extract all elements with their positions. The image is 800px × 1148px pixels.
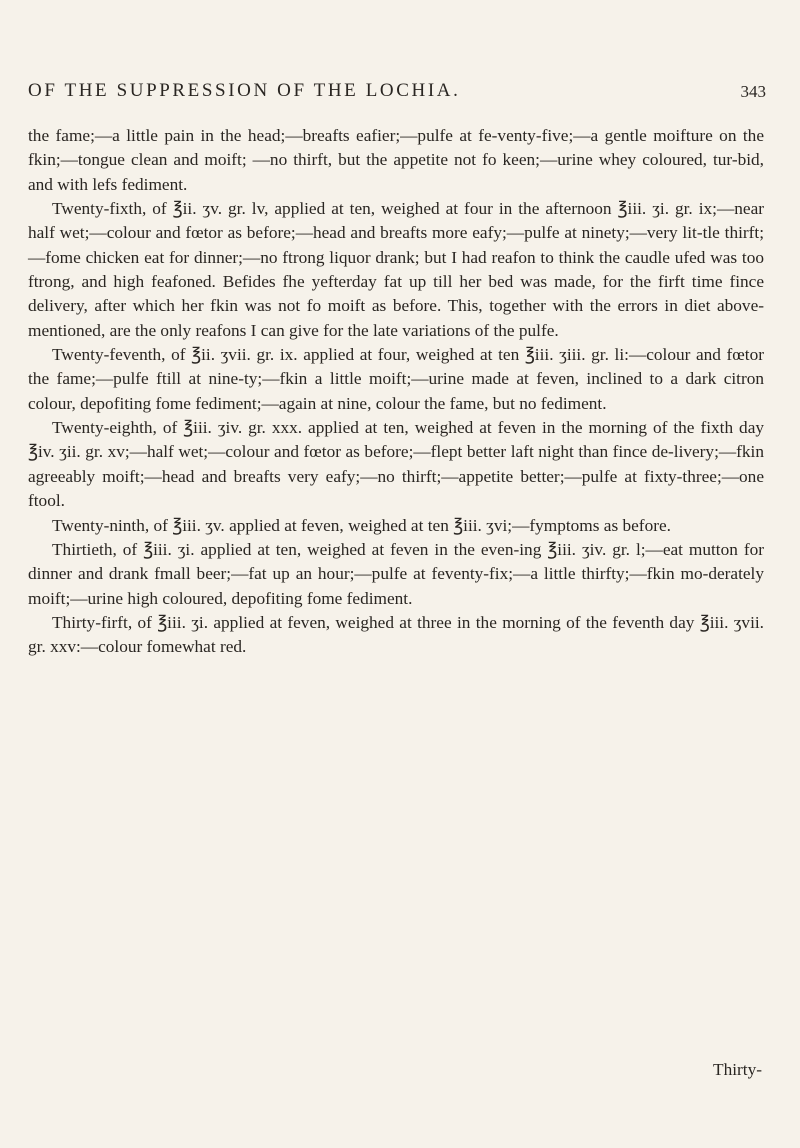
paragraph-twenty-eighth: Twenty-eighth, of ℥iii. ʒiv. gr. xxx. applied at ten, weighed at feven in the morning of the fixth day ℥iv. ʒii. gr. xv;—half wet;—colour and fœtor as before;—flept better laft night than fince de-livery;—fkin agreeably moift;—head and breafts very eafy;—no thirft;—appetite better;—pulfe at fixty-three;—one ftool. (28, 418, 764, 511)
paragraph-twenty-seventh: Twenty-feventh, of ℥ii. ʒvii. gr. ix. applied at four, weighed at ten ℥iii. ʒiii. gr. li:—colour and fœtor the fame;—pulfe ftill at nine-ty;—fkin a little moift;—urine made at feven, inclined to a dark citron colour, depofiting fome fediment;—again at nine, colour the fame, but no fediment. (28, 345, 764, 413)
paragraph-continuation: the fame;—a little pain in the head;—breafts eafier;—pulfe at fe-venty-five;—a gentle moifture on the fkin;—tongue clean and moift; —no thirft, but the appetite not fo keen;—urine whey coloured, tur-bid, and with lefs fediment. (28, 126, 764, 194)
body-text (28, 124, 764, 660)
running-head: OF THE SUPPRESSION OF THE LOCHIA. (28, 80, 461, 101)
page-number: 343 (740, 82, 766, 101)
paragraph-thirtieth: Thirtieth, of ℥iii. ʒi. applied at ten, weighed at feven in the even-ing ℥iii. ʒiv. gr. l;—eat mutton for dinner and drank fmall beer;—fat up an hour;—pulfe at feventy-fix;—a little thirfty;—fkin mo-derately moift;—urine high coloured, depofiting fome fediment. (28, 539, 764, 608)
paragraph-twenty-sixth: Twenty-fixth, of ℥ii. ʒv. gr. lv, applied at ten, weighed at four in the afternoon ℥iii. ʒi. gr. ix;—near half wet;—colour and fœtor as before;—head and breafts more eafy;—pulfe at ninety;—very lit-tle thirft;—fome chicken eat for dinner;—no ftrong liquor drank; but I had reafon to think the caudle ufed was too ftrong, and high feafoned. Befides fhe yefterday fat up till her bed was made, for the firft time fince delivery, after which her fkin was not fo moift as before. This, together with the errors in diet above-mentioned, are the only reafons I can give for the late variations of the pulfe. (28, 199, 764, 340)
paragraph-twenty-ninth: Twenty-ninth, of ℥iii. ʒv. applied at feven, weighed at ten ℥iii. ʒvi;—fymptoms as before. (52, 515, 671, 535)
catchword: Thirty- (713, 1060, 762, 1079)
paragraph-thirty-first: Thirty-firft, of ℥iii. ʒi. applied at feven, weighed at three in the morning of the feventh day ℥iii. ʒvii. gr. xxv:—colour fomewhat red. (28, 612, 764, 657)
